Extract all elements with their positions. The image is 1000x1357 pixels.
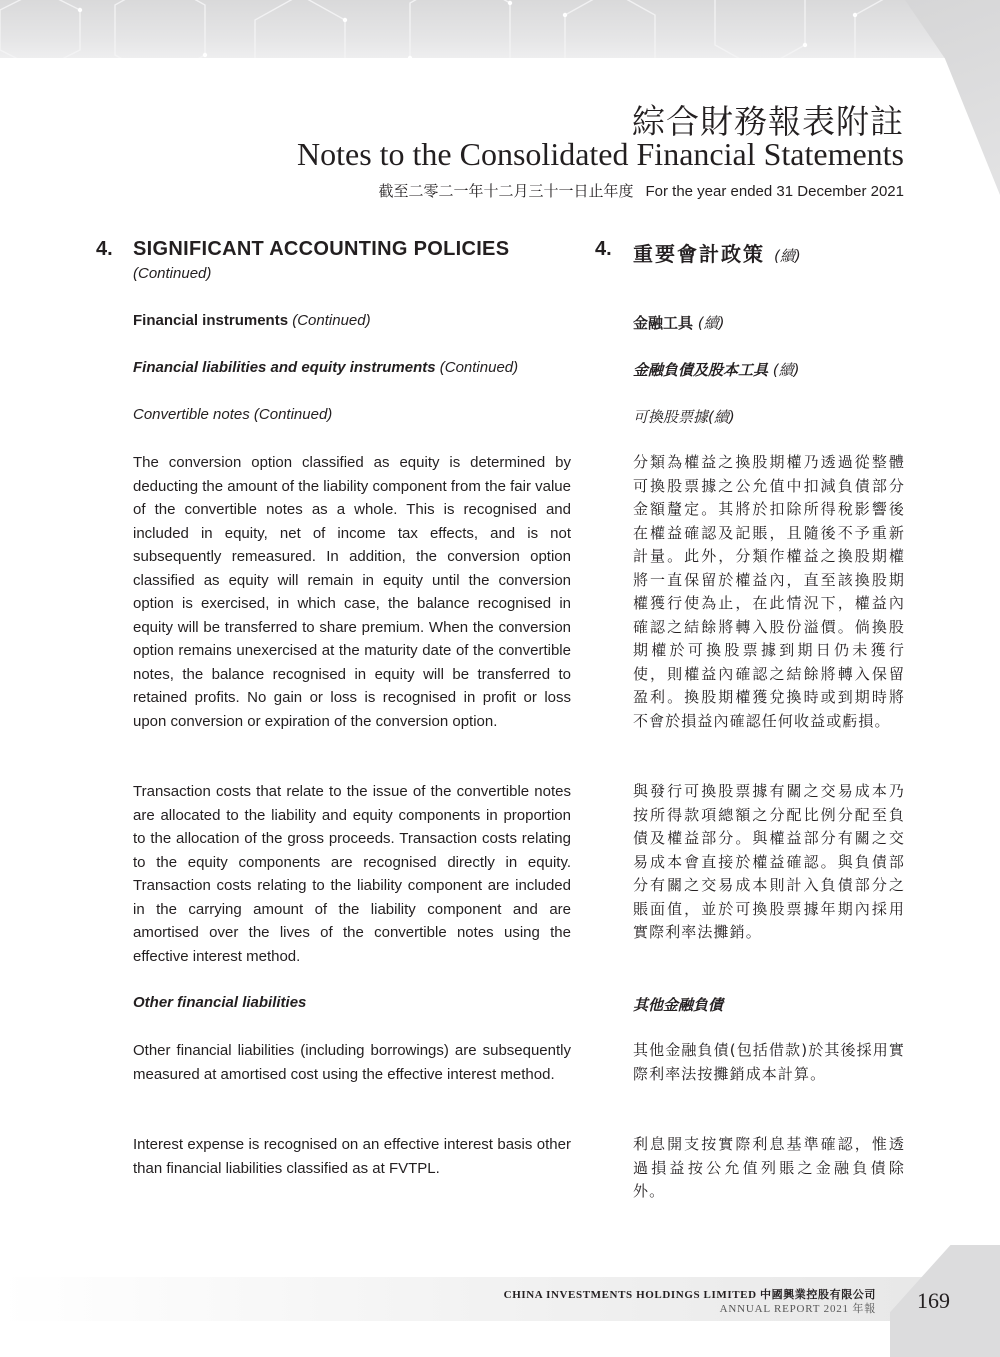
subheading-other-liabilities-cn: 其他金融負債 (633, 996, 724, 1014)
subheading-continued: (Continued) (292, 312, 371, 329)
subheading-convertible-en: Convertible notes (Continued) (133, 406, 333, 423)
page-title-chinese: 綜合財務報表附註 (632, 102, 904, 141)
paragraph-interest-expense-en: Interest expense is recognised on an effective interest basis other than financial liabilities classified as at FVTPL. (133, 1136, 571, 1177)
paragraph-other-liabilities-cn: 其他金融負債(包括借款)於其後採用實際利率法按攤銷成本計算。 (633, 1041, 905, 1083)
section-continued-en: (Continued) (133, 265, 212, 282)
subheading-liabilities-equity-cn (633, 359, 800, 380)
section-title-cn (633, 238, 801, 267)
subheading-liabilities-equity-en (133, 359, 518, 376)
page-number: 169 (917, 1288, 950, 1313)
section-number-cn: 4. (595, 238, 612, 260)
subheading-text: 金融負債及股本工具 (633, 361, 769, 379)
subheading-text: Financial liabilities and equity instruments (133, 359, 436, 376)
subheading-continued: (Continued) (439, 359, 519, 376)
subheading-financial-instruments-en (133, 312, 371, 329)
subtitle-english: For the year ended 31 December 2021 (645, 183, 904, 200)
subheading-convertible-cn: 可換股票據(續) (633, 408, 735, 426)
paragraph-transaction-costs-en: Transaction costs that relate to the issue of the convertible notes are allocated to the liability and equity components in proportion to the allocation of the gross proceeds. Transaction costs relating to the equity components are recognised directly in equity. Transaction costs relating to the liability component are included in the carrying amount of the liability component and are amortised over the lives of the convertible notes using the effective interest method. (133, 783, 571, 965)
paragraph-interest-expense-cn: 利息開支按實際利息基準確認，惟透過損益按公允值列賬之金融負債除外。 (633, 1135, 905, 1200)
subtitle-chinese: 截至二零二一年十二月三十一日止年度 (378, 182, 634, 200)
footer-report-label: ANNUAL REPORT 2021 年報 (719, 1303, 876, 1315)
section-title-cn-text: 重要會計政策 (633, 242, 765, 266)
header-background (0, 0, 1000, 58)
section-title-en: SIGNIFICANT ACCOUNTING POLICIES (133, 238, 510, 260)
subheading-text: Financial instruments (133, 312, 289, 329)
paragraph-transaction-costs-cn: 與發行可換股票據有關之交易成本乃按所得款項總額之分配比例分配至負債及權益部分。與權益部分有關之交易成本會直接於權益確認。與負債部分有關之交易成本則計入負債部分之賬面值，並於可換股票據年期內採用實際利率法攤銷。 (633, 782, 905, 941)
paragraph-other-liabilities-en: Other financial liabilities (including borrowings) are subsequently measured at amortised cost using the effective interest method. (133, 1042, 571, 1083)
subheading-continued: (續) (697, 314, 725, 332)
subheading-text: 金融工具 (633, 314, 694, 332)
section-continued-cn: (續) (773, 247, 801, 265)
page-title-english: Notes to the Consolidated Financial Statements (296, 136, 904, 172)
subheading-financial-instruments-cn (633, 312, 725, 333)
paragraph-conversion-option-en: The conversion option classified as equity is determined by deducting the amount of the liability component from the fair value of the convertible notes as a whole. This is recognised and included in equity, net of income tax effects, and is not subsequently remeasured. In addition, the conversion option classified as equity will remain in equity until the conversion option is exercised, in which case, the balance recognised in equity will be transferred to share premium. When the conversion option remains unexercised at the maturity date of the convertible notes, the balance recognised in equity will be transferred to retained profits. No gain or loss is recognised in profit or loss upon conversion or expiration of the conversion option. (133, 454, 571, 730)
footer-company-name: CHINA INVESTMENTS HOLDINGS LIMITED 中國興業控股有限公司 (503, 1289, 876, 1301)
subheading-continued: (續) (772, 361, 800, 379)
page-subtitle (378, 180, 904, 201)
paragraph-conversion-option-cn: 分類為權益之換股期權乃透過從整體可換股票據之公允值中扣減負債部分金額釐定。其將於扣除所得稅影響後在權益確認及記賬，且隨後不予重新計量。此外，分類作權益之換股期權將一直保留於權益內，直至該換股期權獲行使為止，在此情況下，權益內確認之結餘將轉入股份溢價。倘換股期權於可換股票據到期日仍未獲行使，則權益內確認之結餘將轉入保留盈利。換股期權獲兌換時或到期時將不會於損益內確認任何收益或虧損。 (633, 453, 905, 730)
subheading-other-liabilities-en: Other financial liabilities (133, 994, 307, 1011)
hexagon-pattern (0, 0, 1000, 58)
section-number-en: 4. (96, 238, 113, 260)
